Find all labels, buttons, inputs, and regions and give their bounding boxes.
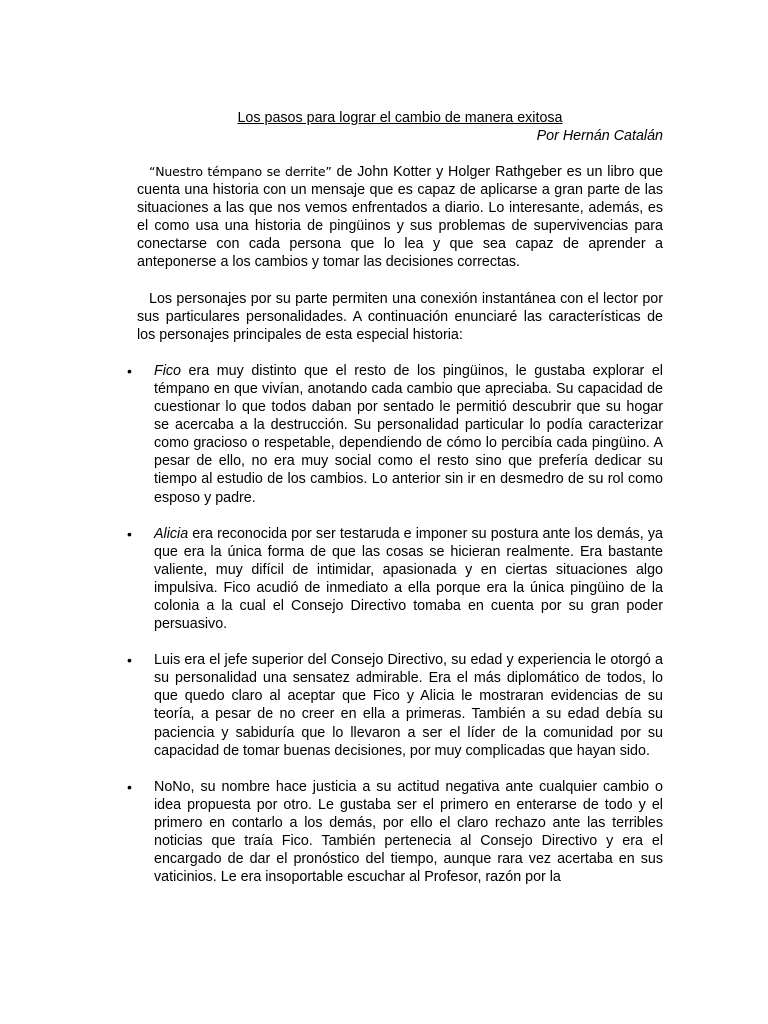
document-title: Los pasos para lograr el cambio de manera exitosa: [237, 110, 563, 126]
document-author: Por Hernán Catalán: [536, 128, 663, 144]
character-name: Fico: [154, 362, 182, 379]
list-item: [127, 525, 663, 634]
book-title: “Nuestro témpano se derrite”: [149, 164, 332, 179]
intro-paragraph: [137, 163, 663, 272]
bullet-icon: •: [127, 525, 132, 542]
list-item: [127, 362, 663, 507]
bullet-icon: •: [127, 778, 132, 795]
list-item: [127, 778, 663, 887]
character-description: Luis era el jefe superior del Consejo Directivo, su edad y experiencia le otorgó a su personalidad una sensatez admirable. Era el más diplomático de todos, lo que quedo claro al aceptar que Fico y Alicia le mostraran evidencias de su teoría, a pesar de no creer en ella a primeras. También a su edad debía su paciencia y sabiduría que lo llevaron a ser el líder de la comunidad por su capacidad de tomar buenas decisiones, por muy complicadas que hayan sido.: [154, 652, 663, 759]
bullet-icon: •: [127, 362, 132, 379]
second-paragraph: [137, 290, 663, 344]
character-description: NoNo, su nombre hace justicia a su actitud negativa ante cualquier cambio o idea propuesta por otro. Le gustaba ser el primero en enterarse de todo y el primero en contarlo a los demás, por ello el claro rechazo ante las terribles noticias que traía Fico. También pertenecia al Consejo Directivo y era el encargado de dar el pronóstico del tiempo, aunque rara vez acertaba en sus vaticinios. Le era insoportable escuchar al Profesor, razón por la: [154, 778, 663, 886]
bullet-icon: •: [127, 652, 132, 669]
intro-text: de John Kotter y Holger Rathgeber es un libro que cuenta una historia con un mensaje que es capaz de aplicarse a gran parte de las situaciones a las que nos vemos enfrentados a diario. Lo interesante, además, es el como usa una historia de pingüinos y sus problemas de supervivencias para conectarse con cada persona que lo lea y que sea capaz de aprender a anteponerse a los cambios y tomar las decisiones correctas.: [137, 164, 664, 271]
list-item: [127, 651, 663, 760]
second-paragraph-text: Los personajes por su parte permiten una conexión instantánea con el lector por sus particulares personalidades. A continuación enunciaré las características de los personajes principales de esta especial historia:: [137, 290, 663, 343]
character-description: era reconocida por ser testaruda e imponer su postura ante los demás, ya que era la única forma de que las cosas se hicieran realmente. Era bastante valiente, muy difícil de intimidar, apasionada y en ciertas situaciones algo impulsiva. Fico acudió de inmediato a ella porque era la única pingüino de la colonia a la cual el Consejo Directivo tomaba en cuenta por su gran poder persuasivo.: [154, 525, 663, 633]
character-description: era muy distinto que el resto de los pingüinos, le gustaba explorar el témpano en que vivían, anotando cada cambio que apreciaba. Su capacidad de cuestionar lo que todos daban por sentado le permitió descubrir que su hogar se acercaba a la destrucción. Su personalidad particular lo podía caracterizar como gracioso o respetable, dependiendo de cómo lo percibía cada pingüino. A pesar de ello, no era muy social como el resto sino que prefería dedicar su tiempo al estudio de los cambios. Lo anterior sin ir en desmedro de su rol como esposo y padre.: [154, 362, 663, 506]
character-name: Alicia: [154, 525, 189, 542]
document-page: [127, 109, 664, 904]
character-list: [127, 362, 663, 886]
